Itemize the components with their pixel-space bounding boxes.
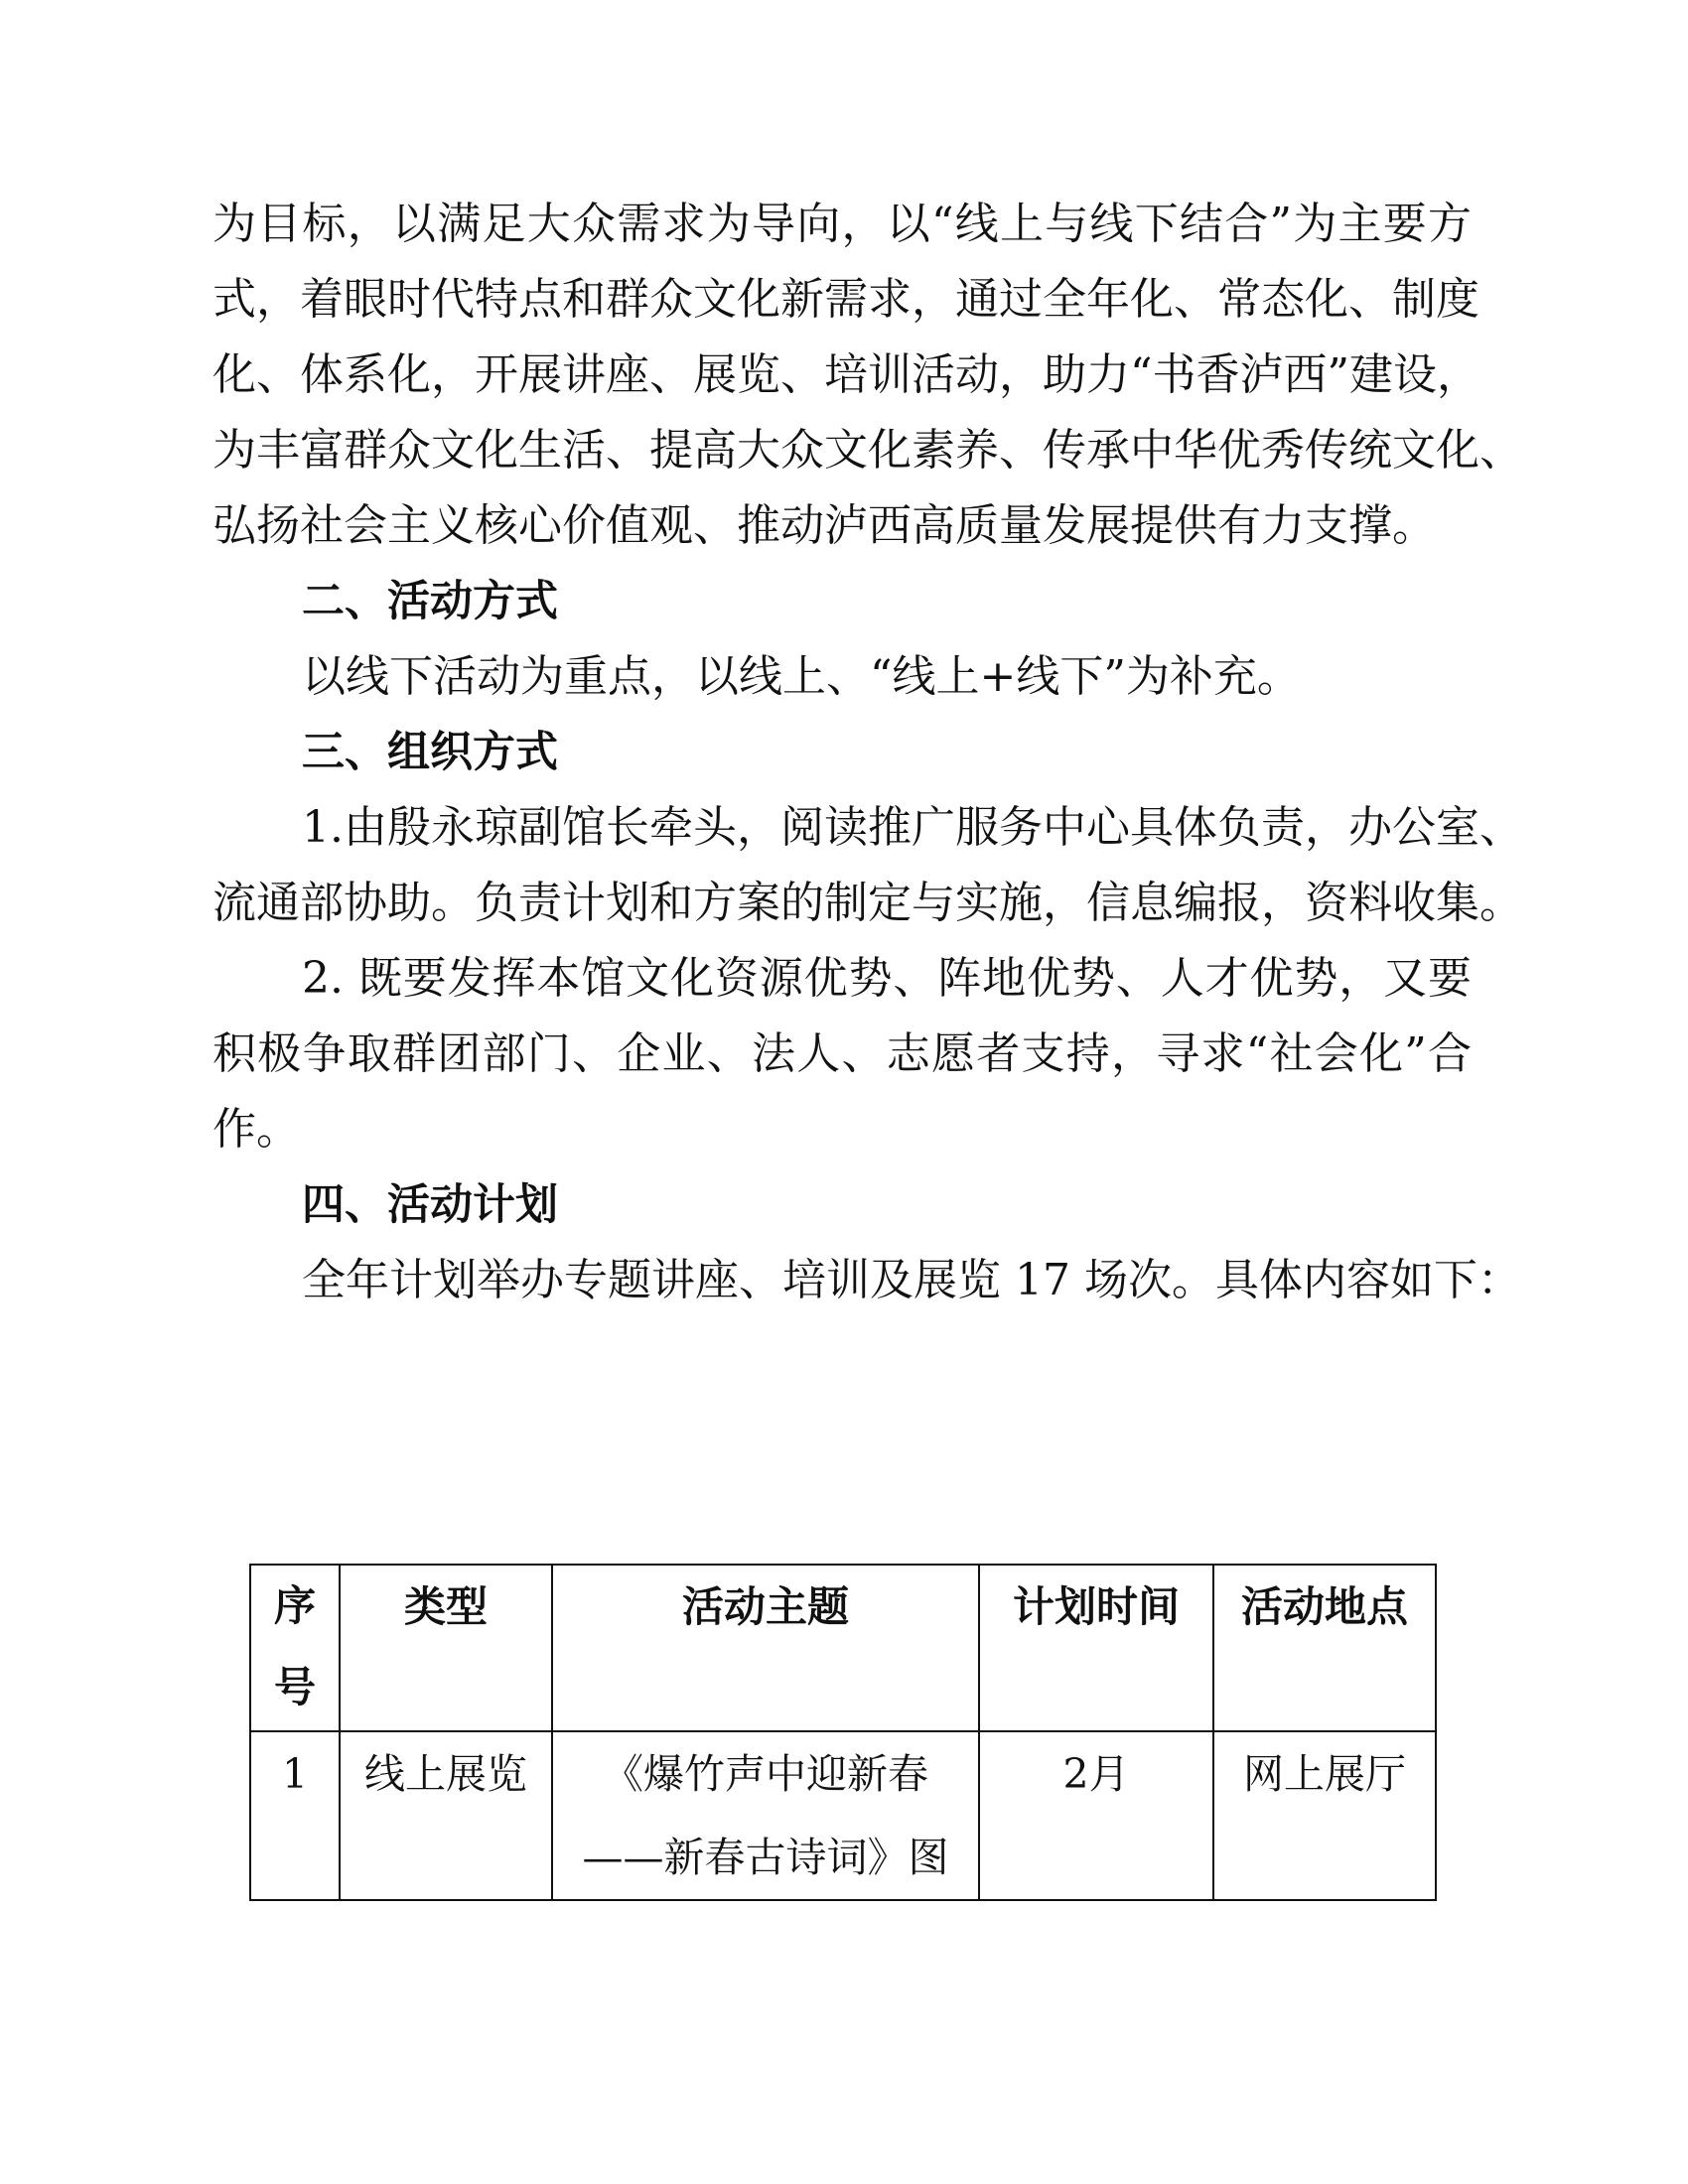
list-item-line: 积极争取群团部门、企业、法人、志愿者支持，寻求“社会化”合 — [212, 1028, 1472, 1079]
list-item-line: 1.由殷永琼副馆长牵头，阅读推广服务中心具体负责，办公室、 — [302, 802, 1523, 853]
paragraph-line: 弘扬社会主义核心价值观、推动泸西高质量发展提供有力支撑。 — [212, 500, 1436, 551]
section-text: 以线下活动为重点，以线上、“线上+线下”为补充。 — [302, 651, 1301, 702]
list-item-line: 流通部协助。负责计划和方案的制定与实施，信息编报，资料收集。 — [212, 878, 1523, 928]
header-no: 序号 — [250, 1565, 340, 1731]
paragraph-line: 为目标，以满足大众需求为导向，以“线上与线下结合”为主要方 — [212, 199, 1472, 249]
cell-no: 1 — [250, 1731, 340, 1900]
paragraph-line: 为丰富群众文化生活、提高大众文化素养、传承中华优秀传统文化、 — [212, 425, 1523, 476]
cell-theme-text: 《爆竹声中迎新春——新春古诗词》图 — [582, 1750, 949, 1881]
paragraph-line: 式，着眼时代特点和群众文化新需求，通过全年化、常态化、制度 — [212, 274, 1479, 325]
header-place: 活动地点 — [1213, 1565, 1436, 1731]
table-row — [250, 1731, 1436, 1900]
section-heading: 二、活动方式 — [302, 577, 558, 626]
cell-type: 线上展览 — [340, 1731, 552, 1900]
section-heading: 三、组织方式 — [302, 728, 558, 777]
list-item-line: 2. 既要发挥本馆文化资源优势、阵地优势、人才优势，又要 — [302, 953, 1472, 1004]
section-text: 全年计划举办专题讲座、培训及展览 17 场次。具体内容如下： — [302, 1255, 1521, 1305]
activity-plan-table — [249, 1564, 1437, 1901]
cell-place: 网上展厅 — [1213, 1731, 1436, 1900]
table-header-row — [250, 1565, 1436, 1731]
section-heading: 四、活动计划 — [302, 1180, 558, 1230]
cell-theme — [552, 1731, 979, 1900]
header-time: 计划时间 — [979, 1565, 1213, 1731]
header-theme: 活动主题 — [552, 1565, 979, 1731]
cell-time: 2月 — [979, 1731, 1213, 1900]
header-type: 类型 — [340, 1565, 552, 1731]
paragraph-line: 化、体系化，开展讲座、展览、培训活动，助力“书香泸西”建设， — [212, 349, 1480, 400]
list-item-line: 作。 — [212, 1104, 300, 1155]
